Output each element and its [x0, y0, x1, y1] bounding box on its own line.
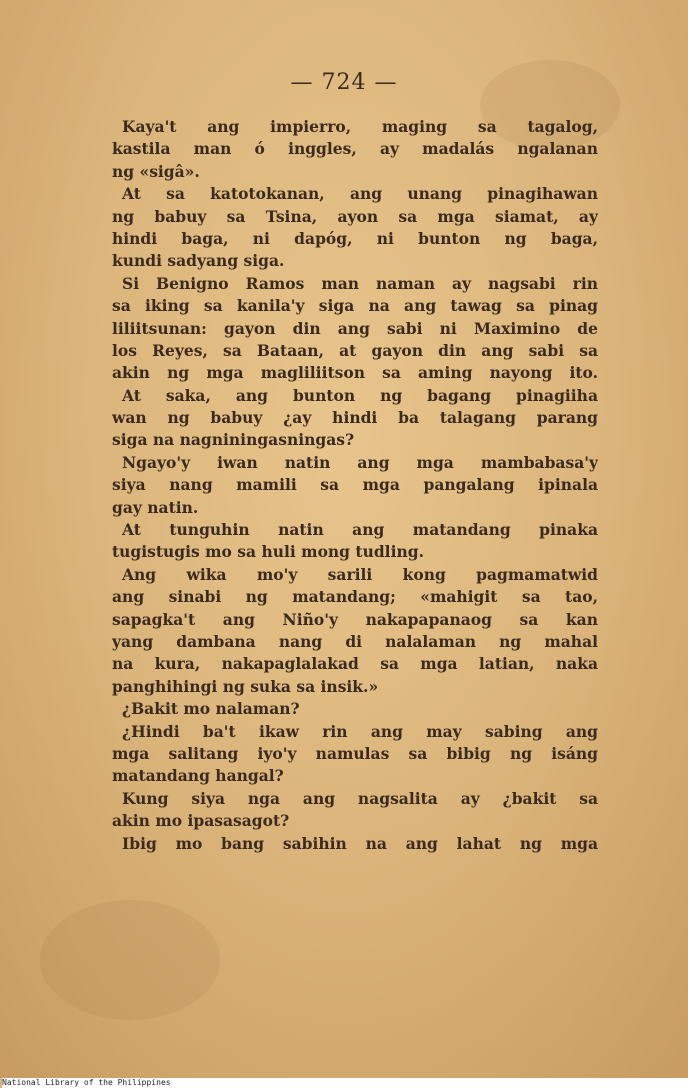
text-line: yang dambana nang di nalalaman ng mahal — [112, 631, 598, 651]
text-line: kastila man ó inggles, ay madalás ngalanan — [112, 139, 598, 159]
text-line: tugistugis mo sa huli mong tudling. — [112, 542, 424, 562]
text-line: na kura, nakapaglalakad sa mga latian, naka — [112, 654, 598, 674]
text-line: wan ng babuy ¿ay hindi ba talagang parang — [112, 408, 598, 428]
library-credit: National Library of the Philippines — [2, 1078, 688, 1088]
text-line: ¿Hindi ba't ikaw rin ang may sabing ang — [122, 721, 598, 741]
text-line: Si Benigno Ramos man naman ay nagsabi rin — [122, 273, 598, 293]
text-line: ¿Bakit mo nalaman? — [122, 699, 300, 719]
text-line: matandang hangal? — [112, 766, 284, 786]
text-line: akin mo ipasasagot? — [112, 811, 290, 831]
text-line: sa iking sa kanila'y siga na ang tawag sa pinag — [112, 296, 598, 316]
text-line: siga na nagniningasningas? — [112, 430, 355, 450]
text-line: akin ng mga magliliitson sa aming nayong ito. — [112, 363, 598, 383]
text-line: panghihingi ng suka sa insik.» — [112, 676, 379, 696]
paper-stain — [40, 900, 220, 1020]
text-line: gay natin. — [112, 497, 199, 517]
text-line: ang sinabi ng matandang; «mahigit sa tao, — [112, 587, 598, 607]
text-line: At saka, ang bunton ng bagang pinagiiha — [122, 385, 598, 405]
text-line: siya nang mamili sa mga pangalang ipinala — [112, 475, 598, 495]
text-line: ng «sigâ». — [112, 161, 200, 181]
text-line: sapagka't ang Niño'y nakapapanaog sa kan — [112, 609, 598, 629]
page-number: — 724 — — [290, 70, 398, 95]
text-line: ng babuy sa Tsina, ayon sa mga siamat, ay — [112, 206, 598, 226]
text-line: hindi baga, ni dapóg, ni bunton ng baga, — [112, 228, 598, 248]
text-line: At sa katotokanan, ang unang pinagihawan — [122, 184, 598, 204]
text-line: Kung siya nga ang nagsalita ay ¿bakit sa — [122, 788, 598, 808]
text-line: Ang wika mo'y sarili kong pagmamatwid — [122, 564, 598, 584]
text-line: At tunguhin natin ang matandang pinaka — [122, 520, 598, 540]
text-line: Ngayo'y iwan natin ang mga mambabasa'y — [122, 452, 598, 472]
text-line: los Reyes, sa Bataan, at gayon din ang sabi sa — [112, 340, 598, 360]
text-line: mga salitang iyo'y namulas sa bibig ng isáng — [112, 743, 598, 763]
body-text — [112, 116, 598, 855]
text-line: Kaya't ang impierro, maging sa tagalog, — [122, 117, 598, 136]
text-line: liliitsunan: gayon din ang sabi ni Maximino de — [112, 318, 598, 338]
text-line: kundi sadyang siga. — [112, 251, 285, 271]
text-line: Ibig mo bang sabihin na ang lahat ng mga — [122, 833, 598, 853]
